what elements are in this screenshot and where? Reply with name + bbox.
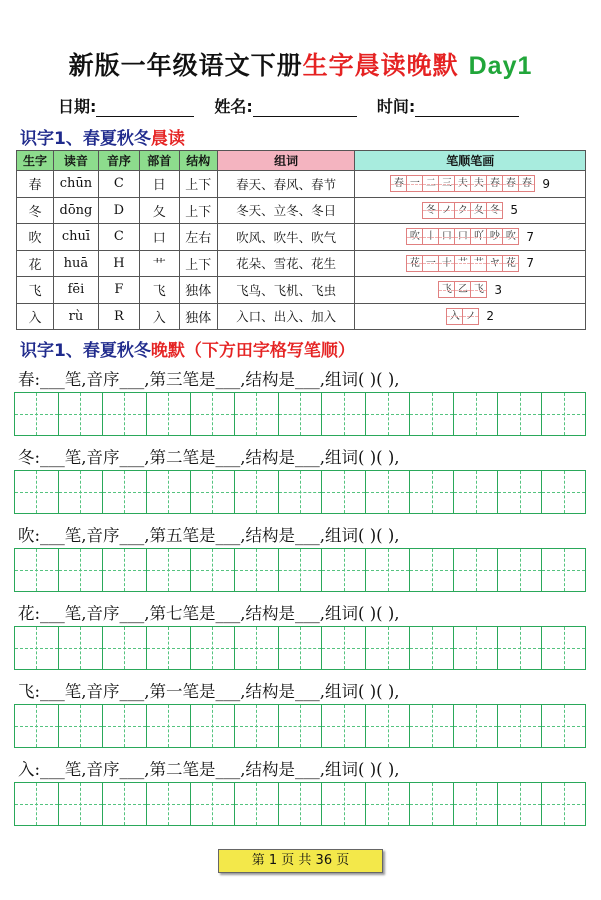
tian-grid-cell[interactable] bbox=[59, 783, 103, 825]
stroke-step: 春 bbox=[390, 175, 407, 192]
tian-grid-cell[interactable] bbox=[59, 393, 103, 435]
header-cell: 读音 bbox=[53, 151, 98, 171]
stroke-step: 一 bbox=[406, 175, 423, 192]
stroke-step: 冬 bbox=[422, 202, 439, 219]
table-row bbox=[17, 303, 586, 330]
words-cell: 花朵、雪花、花生 bbox=[217, 250, 355, 277]
tian-grid-cell[interactable] bbox=[15, 471, 59, 513]
tian-grid-cell[interactable] bbox=[147, 705, 191, 747]
writing-grid[interactable] bbox=[14, 626, 586, 670]
table-row bbox=[17, 277, 586, 304]
table-header-row bbox=[17, 151, 586, 171]
order-cell: C bbox=[98, 224, 139, 251]
tian-grid-cell[interactable] bbox=[15, 627, 59, 669]
tian-grid-cell[interactable] bbox=[498, 549, 542, 591]
tian-grid-cell[interactable] bbox=[322, 471, 366, 513]
tian-grid-cell[interactable] bbox=[191, 471, 235, 513]
words-cell: 春天、春风、春节 bbox=[217, 171, 355, 198]
tian-grid-cell[interactable] bbox=[322, 783, 366, 825]
tian-grid-cell[interactable] bbox=[498, 627, 542, 669]
stroke-step: 十 bbox=[438, 255, 455, 272]
tian-grid-cell[interactable] bbox=[191, 627, 235, 669]
tian-grid-cell[interactable] bbox=[103, 471, 147, 513]
dictation-question: 花:___笔,音序___,第七笔是___,结构是___,组词( )( ), bbox=[18, 604, 400, 623]
table-row bbox=[17, 171, 586, 198]
stroke-count: 2 bbox=[486, 309, 495, 324]
dictation-question: 冬:___笔,音序___,第二笔是___,结构是___,组词( )( ), bbox=[18, 448, 400, 467]
tian-grid-cell[interactable] bbox=[366, 549, 410, 591]
words-cell: 入口、出入、加入 bbox=[217, 303, 355, 330]
writing-grid[interactable] bbox=[14, 470, 586, 514]
tian-grid-cell[interactable] bbox=[410, 705, 454, 747]
tian-grid-cell[interactable] bbox=[235, 783, 279, 825]
stroke-step: 夫 bbox=[454, 175, 471, 192]
header-cell: 笔顺笔画 bbox=[355, 151, 586, 171]
tian-grid-cell[interactable] bbox=[103, 705, 147, 747]
time-field bbox=[377, 94, 519, 117]
section-evening-lesson: 识字1、春夏秋冬 bbox=[20, 341, 151, 361]
stroke-step: 二 bbox=[422, 175, 439, 192]
stroke-step: 三 bbox=[438, 175, 455, 192]
table-row bbox=[17, 250, 586, 277]
tian-grid-cell[interactable] bbox=[191, 393, 235, 435]
pinyin-cell: fēi bbox=[53, 277, 98, 304]
stroke-step: 花 bbox=[502, 255, 519, 272]
name-label: 姓名: bbox=[214, 97, 253, 116]
tian-grid-cell[interactable] bbox=[366, 471, 410, 513]
title-highlight: 生字晨读晚默 bbox=[302, 51, 459, 80]
stroke-step: 飞 bbox=[438, 281, 455, 298]
char-cell: 花 bbox=[17, 250, 54, 277]
writing-grid[interactable] bbox=[14, 392, 586, 436]
stroke-step: 乙 bbox=[454, 281, 471, 298]
radical-cell: 日 bbox=[139, 171, 179, 198]
tian-grid-cell[interactable] bbox=[235, 471, 279, 513]
tian-grid-cell[interactable] bbox=[322, 393, 366, 435]
order-cell: C bbox=[98, 171, 139, 198]
order-cell: H bbox=[98, 250, 139, 277]
header-cell: 结构 bbox=[179, 151, 217, 171]
stroke-step: 艹 bbox=[470, 255, 487, 272]
stroke-step: 入 bbox=[446, 308, 463, 325]
stroke-step: ク bbox=[454, 202, 471, 219]
header-cell: 音序 bbox=[98, 151, 139, 171]
page-title bbox=[0, 46, 601, 82]
tian-grid-cell[interactable] bbox=[366, 783, 410, 825]
dictation-question: 飞:___笔,音序___,第一笔是___,结构是___,组词( )( ), bbox=[18, 682, 400, 701]
tian-grid-cell[interactable] bbox=[542, 627, 585, 669]
tian-grid-cell[interactable] bbox=[147, 783, 191, 825]
title-main: 新版一年级语文下册 bbox=[68, 51, 303, 80]
stroke-step: 吖 bbox=[470, 228, 487, 245]
tian-grid-cell[interactable] bbox=[279, 471, 323, 513]
tian-grid-cell[interactable] bbox=[147, 627, 191, 669]
tian-grid-cell[interactable] bbox=[15, 393, 59, 435]
tian-grid-cell[interactable] bbox=[410, 627, 454, 669]
date-label: 日期: bbox=[58, 97, 97, 116]
structure-cell: 独体 bbox=[179, 303, 217, 330]
tian-grid-cell[interactable] bbox=[542, 549, 585, 591]
section-evening-label: 晚默（下方田字格写笔顺） bbox=[150, 341, 355, 361]
tian-grid-cell[interactable] bbox=[279, 627, 323, 669]
pinyin-cell: chuī bbox=[53, 224, 98, 251]
tian-grid-cell[interactable] bbox=[103, 393, 147, 435]
stroke-count: 3 bbox=[494, 282, 503, 297]
tian-grid-cell[interactable] bbox=[410, 393, 454, 435]
words-cell: 飞鸟、飞机、飞虫 bbox=[217, 277, 355, 304]
stroke-step: 夫 bbox=[470, 175, 487, 192]
header-cell: 生字 bbox=[17, 151, 54, 171]
writing-grid[interactable] bbox=[14, 782, 586, 826]
stroke-step: 飞 bbox=[470, 281, 487, 298]
structure-cell: 独体 bbox=[179, 277, 217, 304]
stroke-step: 丨 bbox=[422, 228, 439, 245]
stroke-step: 春 bbox=[518, 175, 535, 192]
tian-grid-cell[interactable] bbox=[59, 627, 103, 669]
section-morning-label: 晨读 bbox=[150, 129, 185, 149]
order-cell: D bbox=[98, 197, 139, 224]
dictation-question: 春:___笔,音序___,第三笔是___,结构是___,组词( )( ), bbox=[18, 370, 400, 389]
tian-grid-cell[interactable] bbox=[103, 627, 147, 669]
dictation-question: 入:___笔,音序___,第二笔是___,结构是___,组词( )( ), bbox=[18, 760, 400, 779]
pinyin-cell: rù bbox=[53, 303, 98, 330]
char-cell: 春 bbox=[17, 171, 54, 198]
character-table bbox=[16, 150, 586, 330]
stroke-step: 春 bbox=[502, 175, 519, 192]
tian-grid-cell[interactable] bbox=[410, 783, 454, 825]
stroke-order-cell bbox=[355, 303, 586, 330]
radical-cell: 夂 bbox=[139, 197, 179, 224]
page-indicator: 第 1 页 共 36 页 bbox=[218, 849, 383, 873]
stroke-order-cell bbox=[355, 250, 586, 277]
char-cell: 冬 bbox=[17, 197, 54, 224]
char-cell: 入 bbox=[17, 303, 54, 330]
tian-grid-cell[interactable] bbox=[59, 471, 103, 513]
tian-grid-cell[interactable] bbox=[191, 549, 235, 591]
dictation-question: 吹:___笔,音序___,第五笔是___,结构是___,组词( )( ), bbox=[18, 526, 400, 545]
pinyin-cell: chūn bbox=[53, 171, 98, 198]
stroke-step: 冬 bbox=[486, 202, 503, 219]
time-label: 时间: bbox=[376, 97, 416, 116]
order-cell: F bbox=[98, 277, 139, 304]
tian-grid-cell[interactable] bbox=[366, 627, 410, 669]
stroke-step: 花 bbox=[406, 255, 423, 272]
section-morning-lesson: 识字1、春夏秋冬 bbox=[20, 129, 151, 149]
date-field bbox=[58, 94, 194, 117]
stroke-step: ノ bbox=[462, 308, 479, 325]
words-cell: 冬天、立冬、冬日 bbox=[217, 197, 355, 224]
radical-cell: 艹 bbox=[139, 250, 179, 277]
tian-grid-cell[interactable] bbox=[235, 627, 279, 669]
radical-cell: 口 bbox=[139, 224, 179, 251]
tian-grid-cell[interactable] bbox=[498, 705, 542, 747]
stroke-step: 春 bbox=[486, 175, 503, 192]
time-blank bbox=[415, 99, 519, 117]
writing-grid[interactable] bbox=[14, 548, 586, 592]
stroke-order-cell bbox=[355, 277, 586, 304]
tian-grid-cell[interactable] bbox=[279, 705, 323, 747]
stroke-count: 7 bbox=[526, 256, 535, 271]
tian-grid-cell[interactable] bbox=[454, 783, 498, 825]
pinyin-cell: dōng bbox=[53, 197, 98, 224]
tian-grid-cell[interactable] bbox=[279, 393, 323, 435]
stroke-step: 艹 bbox=[454, 255, 471, 272]
order-cell: R bbox=[98, 303, 139, 330]
stroke-step: 夂 bbox=[470, 202, 487, 219]
header-cell: 部首 bbox=[139, 151, 179, 171]
structure-cell: 上下 bbox=[179, 250, 217, 277]
section-morning-heading bbox=[20, 124, 185, 149]
tian-grid-cell[interactable] bbox=[15, 783, 59, 825]
tian-grid-cell[interactable] bbox=[542, 471, 585, 513]
tian-grid-cell[interactable] bbox=[366, 393, 410, 435]
tian-grid-cell[interactable] bbox=[454, 705, 498, 747]
tian-grid-cell[interactable] bbox=[235, 393, 279, 435]
stroke-step: 吹 bbox=[502, 228, 519, 245]
tian-grid-cell[interactable] bbox=[542, 393, 585, 435]
tian-grid-cell[interactable] bbox=[498, 471, 542, 513]
header-fields bbox=[58, 94, 558, 117]
tian-grid-cell[interactable] bbox=[235, 705, 279, 747]
tian-grid-cell[interactable] bbox=[454, 549, 498, 591]
table-row bbox=[17, 197, 586, 224]
structure-cell: 上下 bbox=[179, 197, 217, 224]
tian-grid-cell[interactable] bbox=[103, 549, 147, 591]
tian-grid-cell[interactable] bbox=[366, 705, 410, 747]
tian-grid-cell[interactable] bbox=[279, 783, 323, 825]
tian-grid-cell[interactable] bbox=[59, 705, 103, 747]
tian-grid-cell[interactable] bbox=[542, 783, 585, 825]
tian-grid-cell[interactable] bbox=[542, 705, 585, 747]
tian-grid-cell[interactable] bbox=[147, 471, 191, 513]
structure-cell: 左右 bbox=[179, 224, 217, 251]
tian-grid-cell[interactable] bbox=[15, 549, 59, 591]
tian-grid-cell[interactable] bbox=[147, 393, 191, 435]
stroke-step: 口 bbox=[438, 228, 455, 245]
tian-grid-cell[interactable] bbox=[279, 549, 323, 591]
stroke-step: ノ bbox=[438, 202, 455, 219]
tian-grid-cell[interactable] bbox=[147, 549, 191, 591]
header-cell: 组词 bbox=[217, 151, 355, 171]
stroke-order-cell bbox=[355, 224, 586, 251]
stroke-step: ヤ bbox=[486, 255, 503, 272]
date-blank bbox=[96, 99, 194, 117]
tian-grid-cell[interactable] bbox=[235, 549, 279, 591]
pinyin-cell: huā bbox=[53, 250, 98, 277]
tian-grid-cell[interactable] bbox=[15, 705, 59, 747]
tian-grid-cell[interactable] bbox=[59, 549, 103, 591]
tian-grid-cell[interactable] bbox=[191, 705, 235, 747]
tian-grid-cell[interactable] bbox=[454, 471, 498, 513]
words-cell: 吹风、吹牛、吹气 bbox=[217, 224, 355, 251]
tian-grid-cell[interactable] bbox=[454, 393, 498, 435]
radical-cell: 飞 bbox=[139, 277, 179, 304]
name-blank bbox=[253, 99, 357, 117]
tian-grid-cell[interactable] bbox=[322, 627, 366, 669]
stroke-count: 9 bbox=[542, 176, 551, 191]
tian-grid-cell[interactable] bbox=[410, 549, 454, 591]
tian-grid-cell[interactable] bbox=[498, 393, 542, 435]
tian-grid-cell[interactable] bbox=[454, 627, 498, 669]
stroke-step: 吹 bbox=[406, 228, 423, 245]
char-cell: 飞 bbox=[17, 277, 54, 304]
radical-cell: 入 bbox=[139, 303, 179, 330]
tian-grid-cell[interactable] bbox=[322, 705, 366, 747]
stroke-count: 5 bbox=[510, 203, 519, 218]
writing-grid[interactable] bbox=[14, 704, 586, 748]
table-row bbox=[17, 224, 586, 251]
tian-grid-cell[interactable] bbox=[103, 783, 147, 825]
stroke-order-cell bbox=[355, 197, 586, 224]
tian-grid-cell[interactable] bbox=[498, 783, 542, 825]
stroke-order-cell bbox=[355, 171, 586, 198]
stroke-step: 吵 bbox=[486, 228, 503, 245]
char-cell: 吹 bbox=[17, 224, 54, 251]
name-field bbox=[214, 94, 356, 117]
stroke-step: 口 bbox=[454, 228, 471, 245]
tian-grid-cell[interactable] bbox=[410, 471, 454, 513]
stroke-step: 一 bbox=[422, 255, 439, 272]
tian-grid-cell[interactable] bbox=[191, 783, 235, 825]
section-evening-heading bbox=[20, 336, 355, 361]
structure-cell: 上下 bbox=[179, 171, 217, 198]
stroke-count: 7 bbox=[526, 229, 535, 244]
tian-grid-cell[interactable] bbox=[322, 549, 366, 591]
title-day: Day1 bbox=[468, 52, 533, 80]
